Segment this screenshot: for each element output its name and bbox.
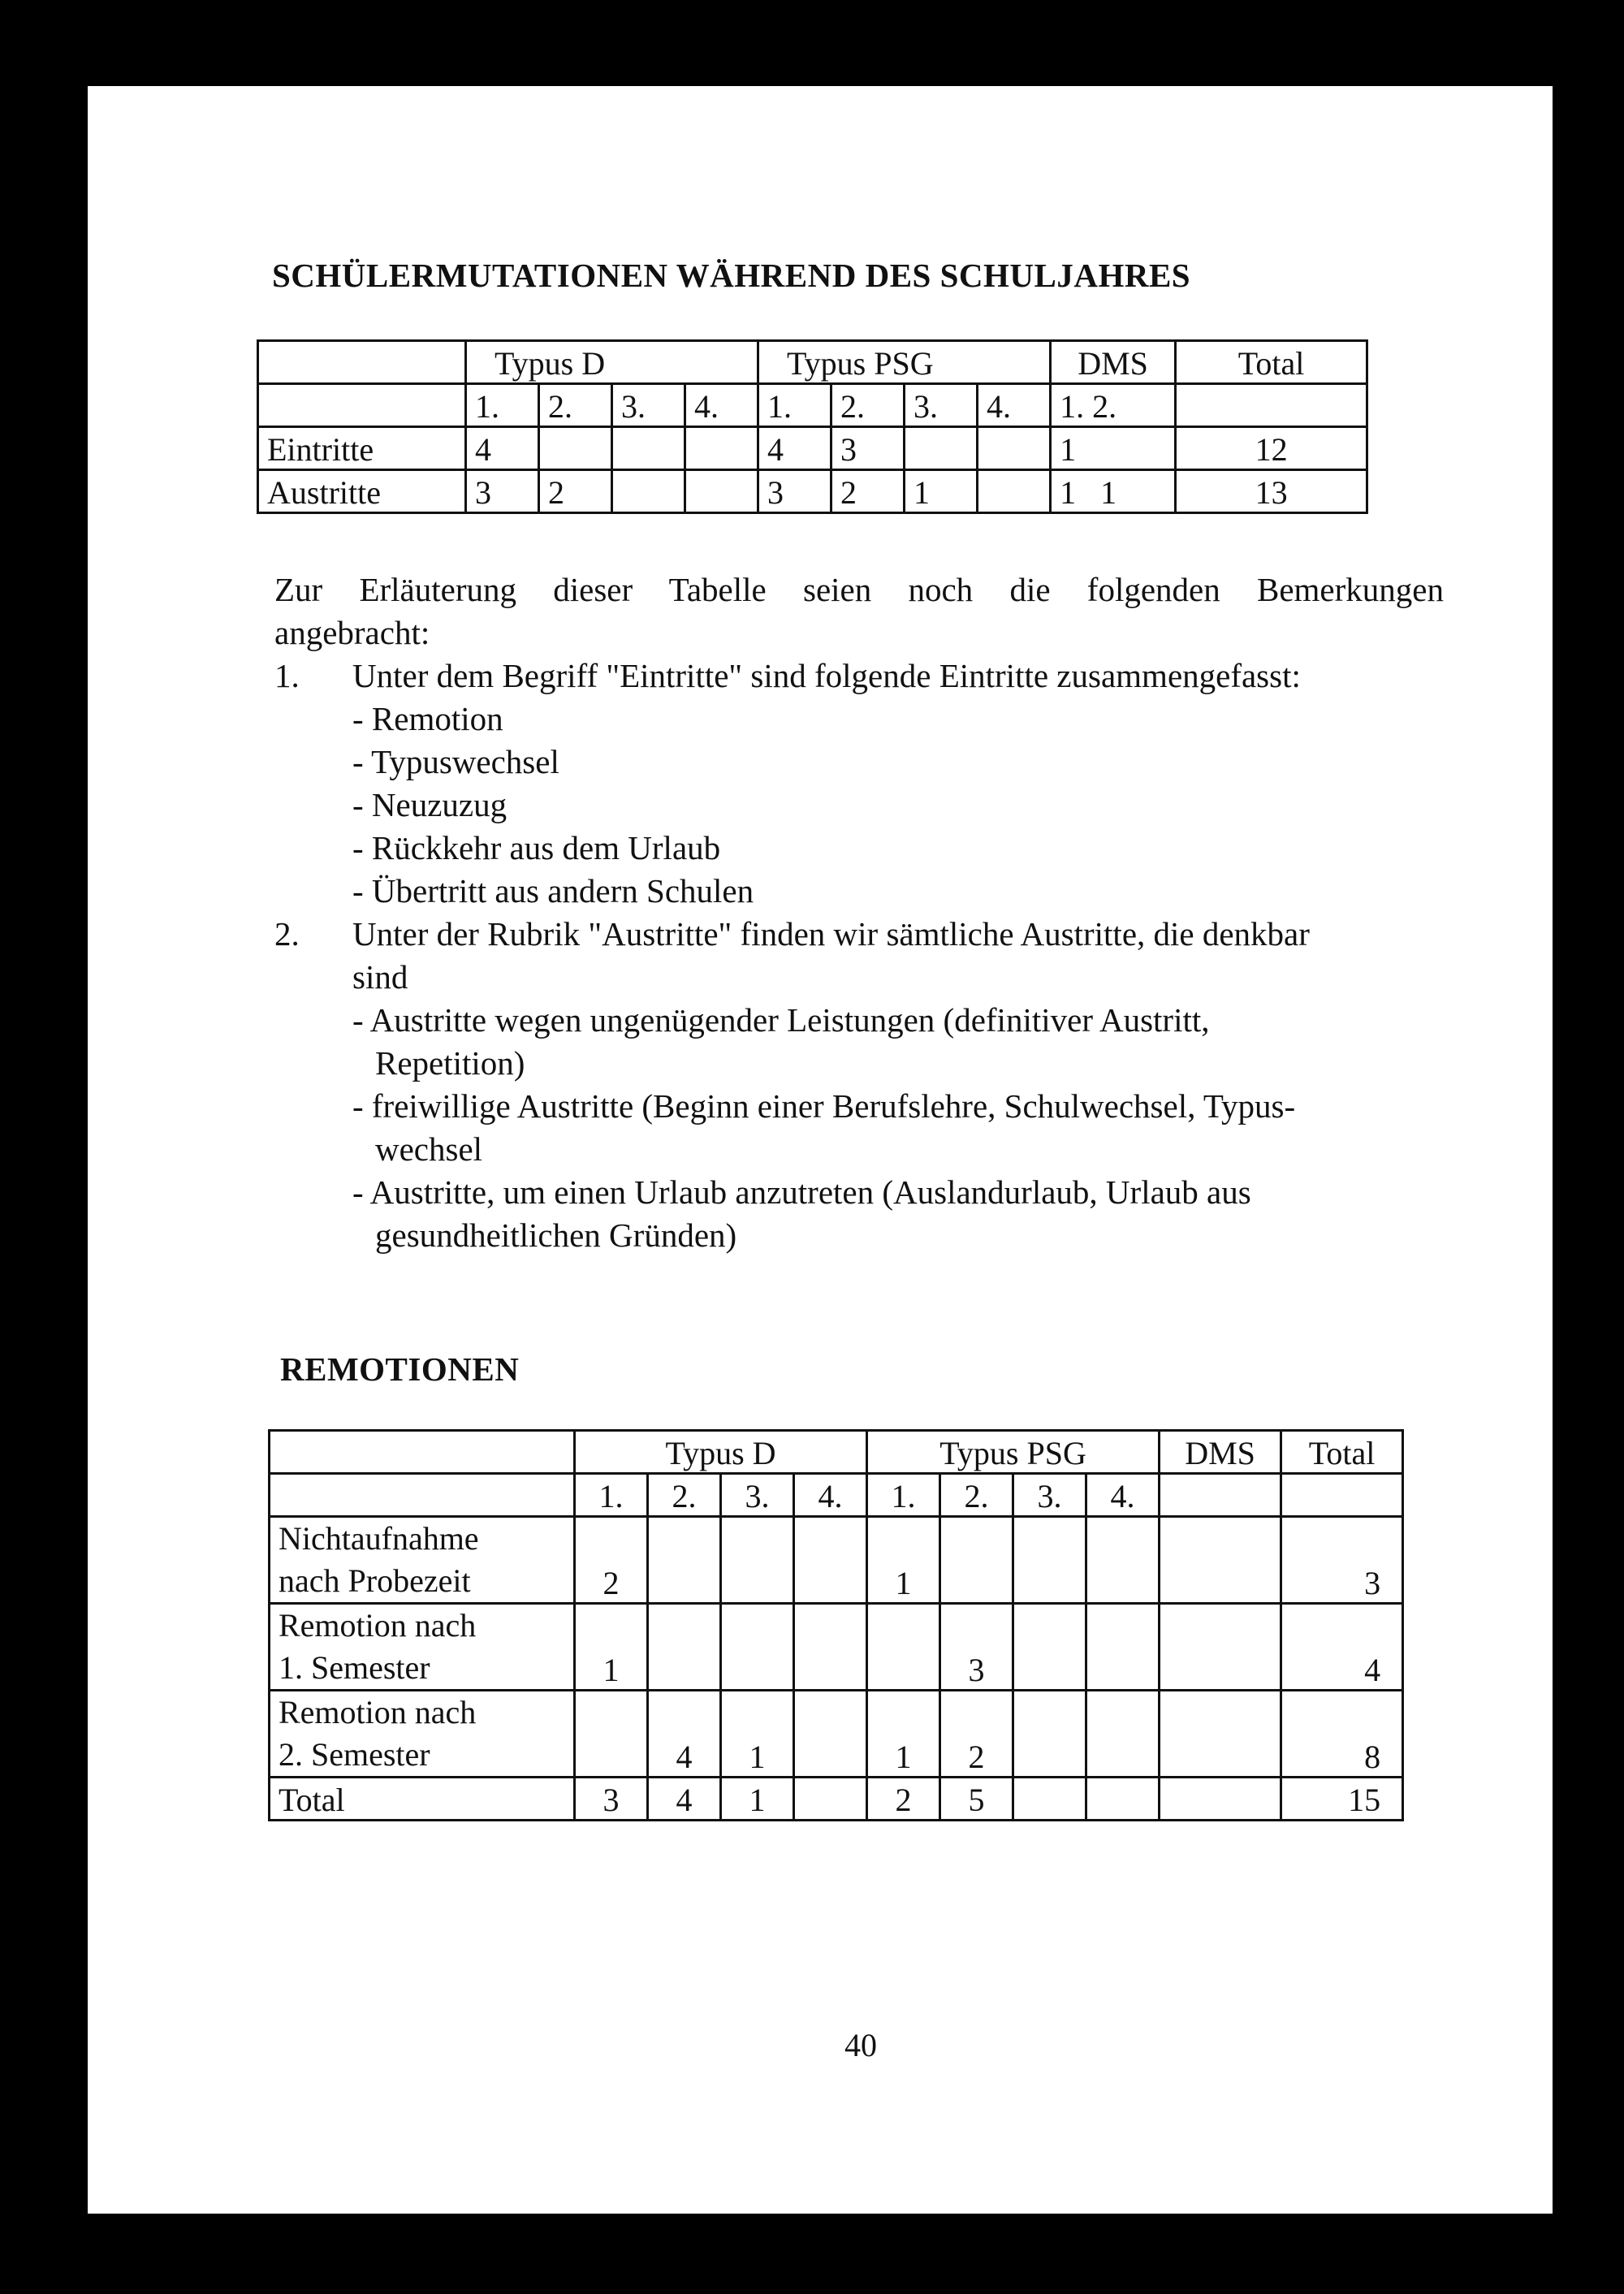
list-text: sind — [352, 958, 408, 996]
subheader-cell: 4. — [1086, 1474, 1160, 1517]
table-cell — [685, 427, 758, 470]
table-cell: 1 — [1051, 427, 1176, 470]
table-cell: 1 — [867, 1691, 940, 1778]
intro-line: Zur Erläuterung dieser Tabelle seien noch die folgenden Bemerkungen — [274, 571, 1444, 608]
table-cell: 5 — [940, 1778, 1013, 1821]
sublist-item-continuation: Repetition) — [375, 1044, 525, 1082]
table-cell — [721, 1517, 794, 1604]
table-cell: 1 — [721, 1691, 794, 1778]
row-label — [270, 1691, 575, 1778]
list-text: Unter dem Begriff "Eintritte" sind folgende Eintritte zusammengefasst: — [352, 657, 1301, 694]
group-dms: DMS — [1051, 341, 1176, 384]
empty-header-cell — [258, 341, 466, 384]
table-cell — [867, 1604, 940, 1691]
group-total: Total — [1281, 1431, 1403, 1474]
remotions-row-total — [270, 1778, 1403, 1821]
group-typus-psg: Typus PSG — [867, 1431, 1160, 1474]
sublist-item: - Austritte, um einen Urlaub anzutreten (Auslandurlaub, Urlaub aus — [352, 1173, 1251, 1211]
total-cell: 3 — [1281, 1517, 1403, 1604]
sublist-item: - Übertritt aus andern Schulen — [352, 872, 754, 909]
table-cell: 3 — [758, 470, 831, 513]
group-typus-d: Typus D — [575, 1431, 867, 1474]
table-cell — [721, 1604, 794, 1691]
subheader-cell: 1. — [466, 384, 539, 427]
subheader-cell: 3. — [1013, 1474, 1086, 1517]
table-cell — [794, 1691, 867, 1778]
table-cell — [1086, 1517, 1160, 1604]
row-label: Eintritte — [258, 427, 466, 470]
row-label: Austritte — [258, 470, 466, 513]
table-cell — [794, 1604, 867, 1691]
table-cell — [1086, 1691, 1160, 1778]
table-cell: 2 — [539, 470, 612, 513]
sublist-2 — [274, 999, 1444, 1257]
page-number: 40 — [844, 2027, 877, 2063]
sublist-item-continuation: gesundheitlichen Gründen) — [375, 1216, 737, 1254]
mutations-row-eintritte — [258, 427, 1367, 470]
mutations-subheader-row — [258, 384, 1367, 427]
group-dms: DMS — [1160, 1431, 1281, 1474]
table-cell: 4 — [648, 1691, 721, 1778]
table-cell: 3 — [831, 427, 905, 470]
sublist-item: - freiwillige Austritte (Beginn einer Berufslehre, Schulwechsel, Typus- — [352, 1087, 1296, 1125]
row-label-line: Nichtaufnahme — [279, 1520, 479, 1557]
sublist-1 — [274, 698, 1444, 913]
intro-line: angebracht: — [274, 614, 430, 651]
table-cell: 1 — [721, 1778, 794, 1821]
empty-subheader-cell — [1160, 1474, 1281, 1517]
explanation-text — [274, 568, 1444, 1257]
list-number: 1. — [274, 657, 300, 694]
remotions-row-semester-1 — [270, 1604, 1403, 1691]
row-label-line: nach Probezeit — [279, 1562, 471, 1599]
row-label-line: 2. Semester — [279, 1736, 430, 1773]
total-cell: 4 — [1281, 1604, 1403, 1691]
sublist-item-continuation: wechsel — [375, 1130, 483, 1168]
table-cell — [905, 427, 978, 470]
row-label-line: Remotion nach — [279, 1694, 477, 1730]
group-typus-d: Typus D — [466, 341, 758, 384]
subheader-cell: 2. — [831, 384, 905, 427]
sublist-item: - Typuswechsel — [352, 743, 559, 780]
table-cell: 1 — [867, 1517, 940, 1604]
subheader-cell: 1. — [575, 1474, 648, 1517]
table-cell — [648, 1517, 721, 1604]
subheader-cell: 2. — [648, 1474, 721, 1517]
dms-cell — [1160, 1778, 1281, 1821]
table-cell — [612, 427, 685, 470]
table-cell — [794, 1778, 867, 1821]
table-cell — [1086, 1604, 1160, 1691]
table-cell: 2 — [831, 470, 905, 513]
table-cell: 3 — [575, 1778, 648, 1821]
remotions-group-header-row — [270, 1431, 1403, 1474]
total-cell: 15 — [1281, 1778, 1403, 1821]
list-item-2 — [274, 913, 1444, 999]
subheader-cell: 4. — [978, 384, 1051, 427]
heading-schuelermutationen: SCHÜLERMUTATIONEN WÄHREND DES SCHULJAHRES — [272, 257, 1191, 294]
remotions-subheader-row — [270, 1474, 1403, 1517]
table-cell: 4 — [758, 427, 831, 470]
mutations-table — [257, 339, 1368, 514]
table-cell: 2 — [940, 1691, 1013, 1778]
subheader-cell: 3. — [612, 384, 685, 427]
row-label-line: 1. Semester — [279, 1649, 430, 1686]
table-cell: 3 — [466, 470, 539, 513]
group-total: Total — [1176, 341, 1367, 384]
table-cell — [1013, 1691, 1086, 1778]
table-cell: 1 — [905, 470, 978, 513]
table-cell — [612, 470, 685, 513]
table-cell: 1 — [575, 1604, 648, 1691]
table-cell: 2 — [575, 1517, 648, 1604]
sublist-item: - Neuzuzug — [352, 786, 508, 823]
sublist-item: - Austritte wegen ungenügender Leistungen (definitiver Austritt, — [352, 1001, 1210, 1039]
row-label: Total — [270, 1778, 575, 1821]
table-cell: 3 — [940, 1604, 1013, 1691]
table-cell — [685, 470, 758, 513]
table-cell — [978, 470, 1051, 513]
subheader-cell: 3. — [905, 384, 978, 427]
mutations-row-austritte — [258, 470, 1367, 513]
group-typus-psg: Typus PSG — [758, 341, 1051, 384]
table-cell: 4 — [648, 1778, 721, 1821]
total-cell: 12 — [1176, 427, 1367, 470]
dms-cell — [1160, 1691, 1281, 1778]
remotions-row-nichtaufnahme — [270, 1517, 1403, 1604]
empty-subheader-cell — [270, 1474, 575, 1517]
sublist-item: - Rückkehr aus dem Urlaub — [352, 829, 721, 866]
dms-cell — [1160, 1517, 1281, 1604]
list-item-1 — [274, 655, 1444, 698]
list-text: Unter der Rubrik "Austritte" finden wir sämtliche Austritte, die denkbar — [352, 915, 1310, 953]
table-cell — [648, 1604, 721, 1691]
row-label-line: Remotion nach — [279, 1607, 477, 1644]
subheader-cell: 2. — [940, 1474, 1013, 1517]
dms-cell — [1160, 1604, 1281, 1691]
table-cell — [1013, 1778, 1086, 1821]
total-cell: 13 — [1176, 470, 1367, 513]
table-cell — [1086, 1778, 1160, 1821]
subheader-cell: 4. — [685, 384, 758, 427]
remotions-row-semester-2 — [270, 1691, 1403, 1778]
table-cell — [575, 1691, 648, 1778]
empty-subheader-cell — [1281, 1474, 1403, 1517]
table-cell — [539, 427, 612, 470]
row-label — [270, 1517, 575, 1604]
mutations-group-header-row — [258, 341, 1367, 384]
subheader-cell: 1. 2. — [1051, 384, 1176, 427]
table-cell: 2 — [867, 1778, 940, 1821]
subheader-cell: 3. — [721, 1474, 794, 1517]
total-cell: 8 — [1281, 1691, 1403, 1778]
subheader-cell: 4. — [794, 1474, 867, 1517]
sublist-item: - Remotion — [352, 700, 503, 737]
subheader-cell: 1. — [758, 384, 831, 427]
row-label — [270, 1604, 575, 1691]
remotions-table — [268, 1429, 1404, 1821]
list-number: 2. — [274, 915, 300, 953]
empty-subheader-cell — [1176, 384, 1367, 427]
table-cell — [1013, 1517, 1086, 1604]
empty-header-cell — [270, 1431, 575, 1474]
heading-remotionen: REMOTIONEN — [280, 1350, 520, 1388]
subheader-cell: 2. — [539, 384, 612, 427]
table-cell — [794, 1517, 867, 1604]
table-cell — [940, 1517, 1013, 1604]
subheader-cell: 1. — [867, 1474, 940, 1517]
empty-subheader-cell — [258, 384, 466, 427]
table-cell: 4 — [466, 427, 539, 470]
table-cell — [1013, 1604, 1086, 1691]
table-cell: 1 1 — [1051, 470, 1176, 513]
table-cell — [978, 427, 1051, 470]
